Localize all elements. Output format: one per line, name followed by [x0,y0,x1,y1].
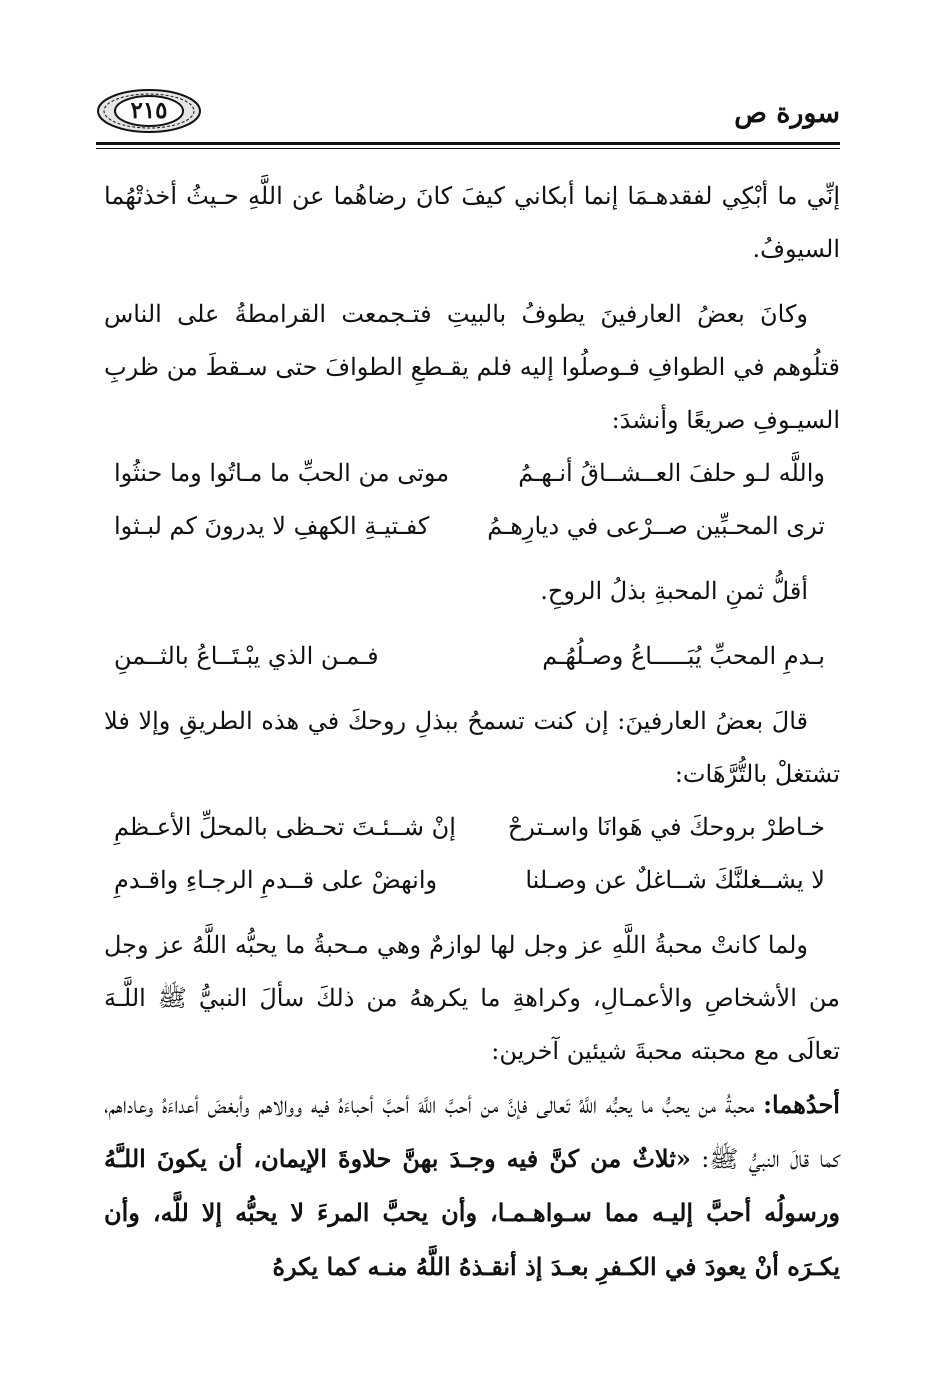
verse-line [104,500,840,553]
paragraph-text: محبةُ من يحبُّ ما يحبُّه اللَّهُ تَعالى فإنَّ من أحبَّ اللَّهَ أحبَّ أحباءَهُ فيه ووالاهم وأبغضَ أعداءَهُ وعاداهم، كما قالَ النبيُّ ﷺ: [104,1091,841,1173]
paragraph: وكانَ بعضُ العارفينَ يطوفُ بالبيتِ فتـجمعت القرامطةُ على الناس قتلُوهم في الطوافِ فـوصلُوا إليه فلم يقـطعِ الطوافَ حتى سـقطَ من ظربِ السيـوفِ صريعًا وأنشدَ: [104,300,840,434]
paragraph-lead: أحدُهما: [763,1090,840,1119]
verse-first-hemistich: خـاطرْ بروحكَ في هَوانَا واسـترحْ [507,813,825,841]
paragraph: ولما كانتْ محبةُ اللَّهِ عز وجل لها لوازمٌ وهي مـحبةُ ما يحبُّه اللَّهُ عز وجل من الأشخاصِ والأعمـالِ، وكراهةِ ما يكرههُ من ذلكَ سألَ النبيُّ ﷺ اللَّـهَ تعالَى مع محبته محبةَ شيئين آخرين: [104,931,840,1065]
paragraph [104,1078,840,1294]
verse-line [104,447,840,500]
paragraph: أقلُّ ثمنِ المحبةِ بذلُ الروحِ. [540,577,808,605]
paragraph: إنِّي ما أبْكِي لفقدهـمَا إنما أبكاني كيفَ كانَ رضاهُما عن اللَّهِ حـيثُ أخذتْهُما السيوفُ. [104,182,840,263]
verse-second-hemistich: فـمـن الذي يبْـتَــاعُ بالثــمنِ [114,642,379,670]
page-number: ٢١٥ [130,97,168,124]
paragraph: قالَ بعضُ العارفينَ: إن كنت تسمحُ ببذلِ روحكَ في هذه الطريقِ وإلا فلا تشتغلْ بالتُّرَّهَات: [104,707,840,788]
surah-title: سورة ص [734,98,840,129]
header-rule-thin [96,148,840,149]
main-text [104,170,840,1294]
page-number-badge [96,88,202,134]
verse-second-hemistich: كفـتيـةِ الكهفِ لا يدرونَ كم لبـثوا [114,512,430,540]
hadith-quote: «ثلاثٌ من كنَّ فيه وجـدَ بهنَّ حلاوةَ الإيمان، أن يكونَ اللـَّهُ ورسولُه أحبَّ إليـه مما سـواهـمـا، وأن يحبَّ المرءَ لا يحبُّه إلا للَّه، وأن يكـرَه أنْ يعودَ في الكـفرِ بعـدَ إذ أنقـذهُ اللَّهُ منـه كما يكرهُ [104,1144,840,1281]
verse-line [104,854,840,907]
page-header [96,88,840,144]
verse-second-hemistich: وانهضْ على قــدمِ الرجـاءِ واقـدمِ [114,866,438,894]
verse-first-hemistich: ترى المحـبِّين صــرْعى في ديارِهـمُ [487,512,825,540]
verse-first-hemistich: لا يشــغلنَّكَ شــاغلٌ عن وصـلنا [525,866,825,894]
verse-first-hemistich: بـدمِ المحبِّ يُبَـــــاعُ وصـلُهُـم [542,642,825,670]
header-rule-thick [96,142,840,145]
verse-line [104,801,840,854]
verse-second-hemistich: إنْ شــئـتَ تحـظى بالمحلِّ الأعـظمِ [114,813,456,841]
verse-first-hemistich: واللَّه لـو حلفَ العــشــاقُ أنـهـمُ [518,459,825,487]
verse-line [104,630,840,683]
verse-second-hemistich: موتى من الحبِّ ما مـاتُوا وما حنثُوا [114,459,450,487]
